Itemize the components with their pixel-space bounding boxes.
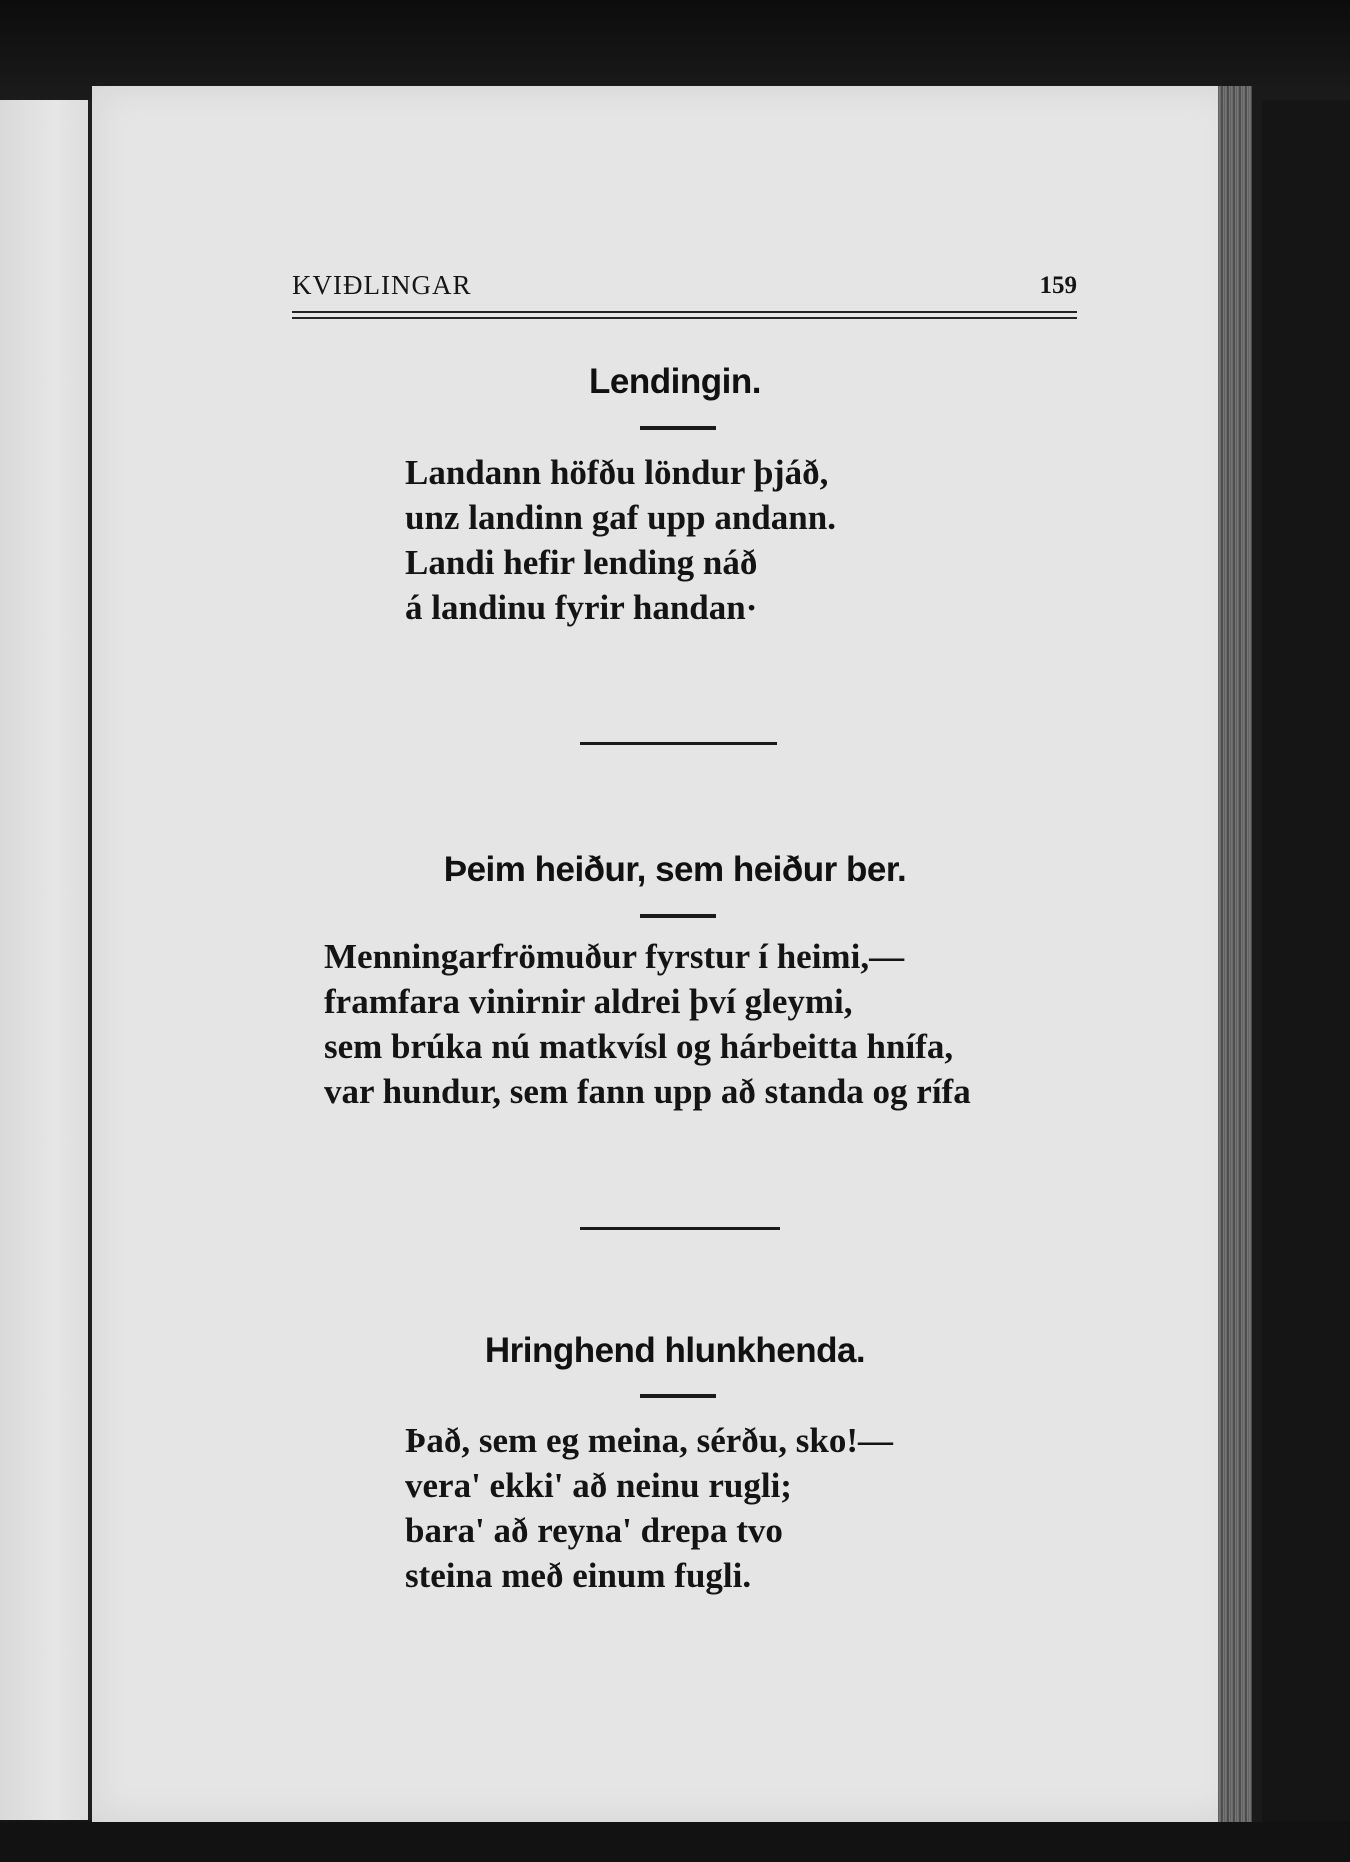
verse-line: bara' að reyna' drepa tvo <box>405 1511 783 1550</box>
header-rule-top <box>292 311 1077 313</box>
poem-title-hringhend: Hringhend hlunkhenda. <box>484 1331 866 1370</box>
title-rule <box>640 1394 716 1398</box>
scan-bottom-margin <box>0 1822 1350 1862</box>
book-cover-edge <box>1252 86 1262 1822</box>
scan-top-margin <box>0 0 1350 100</box>
page-number: 159 <box>1039 272 1077 299</box>
verse-line: steina með einum fugli. <box>405 1556 752 1595</box>
verse-line: unz landinn gaf upp andann. <box>405 498 836 537</box>
poem-title-heidur: Þeim heiður, sem heiður ber. <box>443 850 907 889</box>
facing-page-edge <box>0 100 92 1820</box>
verse-line: Menningarfrömuður fyrstur í heimi,— <box>324 937 905 976</box>
title-rule <box>640 426 716 430</box>
title-rule <box>640 914 716 918</box>
section-separator <box>580 742 777 745</box>
verse-line: framfara vinirnir aldrei því gleymi, <box>324 982 853 1021</box>
section-separator <box>580 1227 780 1230</box>
poem-verse-lendingin <box>405 450 836 630</box>
verse-line: var hundur, sem fann upp að standa og rífa <box>324 1072 971 1111</box>
running-head-title: KVIÐLINGAR <box>292 270 472 300</box>
poem-verse-hringhend <box>405 1418 893 1598</box>
verse-line: Landi hefir lending náð <box>405 543 758 582</box>
header-rule-bottom <box>292 317 1077 319</box>
page-stack-edge <box>1218 86 1252 1822</box>
poem-title-lendingin: Lendingin. <box>589 362 761 401</box>
poem-verse-heidur <box>324 934 971 1114</box>
verse-line: vera' ekki' að neinu rugli; <box>405 1466 792 1505</box>
verse-line: Það, sem eg meina, sérðu, sko!— <box>405 1421 894 1460</box>
verse-line: sem brúka nú matkvísl og hárbeitta hnífa, <box>324 1027 954 1066</box>
running-head <box>292 270 1077 306</box>
verse-line: Landann höfðu löndur þjáð, <box>405 453 829 492</box>
verse-line: á landinu fyrir handan· <box>405 588 758 627</box>
